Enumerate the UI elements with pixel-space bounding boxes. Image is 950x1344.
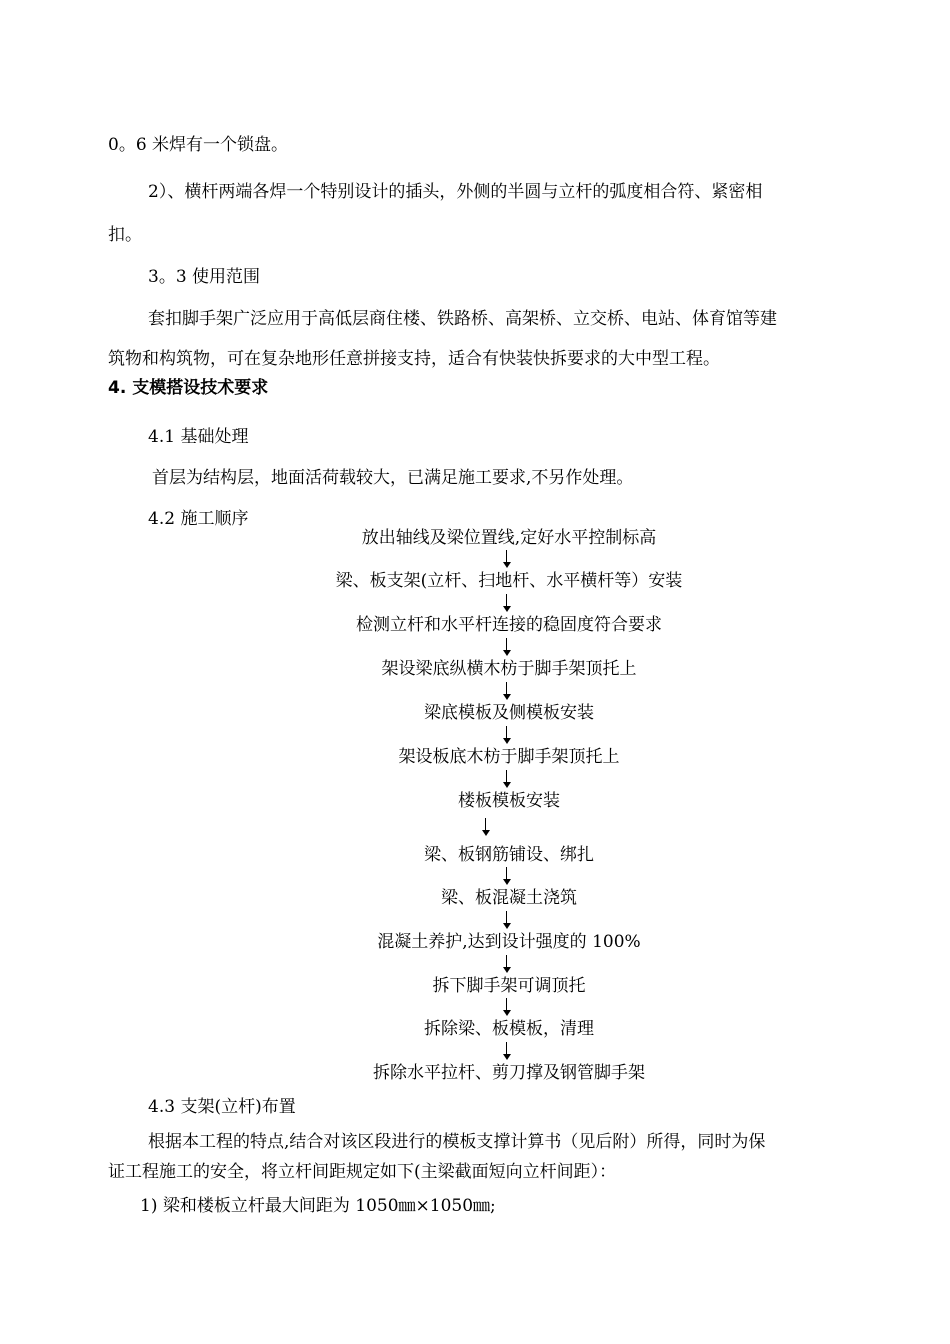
- subsection-4-1-title: 4.1 基础处理: [148, 427, 249, 447]
- down-arrow-icon: [502, 998, 512, 1016]
- down-arrow-icon: [502, 1042, 512, 1060]
- flow-step: 梁、板支架(立杆、扫地杆、水平横杆等）安装: [335, 571, 683, 591]
- flow-step: 架设板底木枋于脚手架顶托上: [398, 747, 620, 767]
- subsection-3-3-title: 3。3 使用范围: [148, 267, 261, 287]
- section-4-title: 4. 支模搭设技术要求: [108, 378, 269, 398]
- down-arrow-icon: [502, 867, 512, 885]
- subsection-4-3-title: 4.3 支架(立杆)布置: [148, 1097, 296, 1117]
- down-arrow-icon: [502, 638, 512, 656]
- flow-step: 放出轴线及梁位置线,定好水平控制标高: [361, 528, 657, 548]
- paragraph-lock-disc: 0。6 米焊有一个锁盘。: [108, 135, 289, 155]
- paragraph-crossbar-line2: 扣。: [108, 225, 142, 245]
- flow-step: 楼板模板安装: [458, 791, 560, 811]
- flow-step: 梁底模板及侧模板安装: [424, 703, 594, 723]
- down-arrow-icon: [502, 770, 512, 788]
- flow-step: 架设梁底纵横木枋于脚手架顶托上: [381, 659, 637, 679]
- down-arrow-icon: [502, 682, 512, 700]
- down-arrow-icon: [502, 726, 512, 744]
- list-item-1: 1) 梁和楼板立杆最大间距为 1050㎜×1050㎜;: [140, 1196, 496, 1216]
- flow-step: 检测立杆和水平杆连接的稳固度符合要求: [356, 615, 662, 635]
- flow-step: 拆除梁、板模板，清理: [424, 1019, 594, 1039]
- flow-step: 拆下脚手架可调顶托: [432, 976, 586, 996]
- paragraph-crossbar-line1: 2）、横杆两端各焊一个特别设计的插头，外侧的半圆与立杆的弧度相合符、紧密相: [148, 182, 763, 202]
- down-arrow-icon: [502, 550, 512, 568]
- down-arrow-icon: [502, 955, 512, 973]
- down-arrow-icon: [502, 911, 512, 929]
- subsection-4-3-text-line1: 根据本工程的特点,结合对该区段进行的模板支撑计算书（见后附）所得，同时为保: [148, 1132, 766, 1152]
- flow-step: 拆除水平拉杆、剪刀撑及钢管脚手架: [373, 1063, 645, 1083]
- down-arrow-icon: [481, 818, 491, 836]
- down-arrow-icon: [502, 594, 512, 612]
- paragraph-usage-line2: 筑物和构筑物，可在复杂地形任意拼接支持，适合有快装快拆要求的大中型工程。: [108, 349, 720, 369]
- subsection-4-1-text: 首层为结构层，地面活荷载较大，已满足施工要求,不另作处理。: [152, 468, 634, 488]
- flow-step: 梁、板钢筋铺设、绑扎: [424, 845, 594, 865]
- paragraph-usage-line1: 套扣脚手架广泛应用于高低层商住楼、铁路桥、高架桥、立交桥、电站、体育馆等建: [148, 309, 777, 329]
- flow-step: 混凝土养护,达到设计强度的 100%: [377, 932, 641, 952]
- flow-step: 梁、板混凝土浇筑: [441, 888, 577, 908]
- subsection-4-2-title: 4.2 施工顺序: [148, 509, 249, 529]
- subsection-4-3-text-line2: 证工程施工的安全，将立杆间距规定如下(主梁截面短向立杆间距）：: [108, 1162, 617, 1182]
